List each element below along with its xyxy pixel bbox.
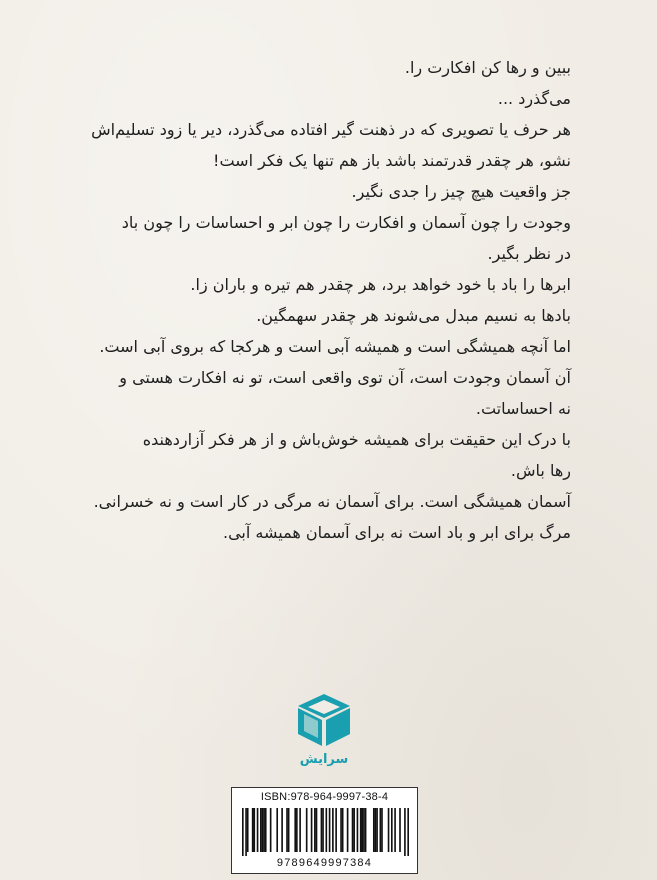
text-line: مرگ برای ابر و باد است نه برای آسمان همیشه آبی.	[223, 523, 571, 542]
barcode-bar	[276, 808, 278, 852]
barcode-bar	[245, 808, 247, 856]
barcode-bar	[404, 808, 406, 856]
barcode-bar	[373, 808, 375, 852]
barcode-bar	[352, 808, 354, 852]
barcode-digits: 9789649997384	[276, 857, 373, 869]
barcode-bar	[381, 808, 383, 852]
barcode-bar	[262, 808, 264, 852]
barcode-bar	[335, 808, 337, 852]
barcode-bar	[296, 808, 298, 852]
text-line: رها باش.	[510, 461, 571, 480]
barcode-bar	[316, 808, 318, 852]
barcode-bar	[265, 808, 267, 852]
barcode-bar	[314, 808, 316, 852]
barcode-bar	[375, 808, 377, 852]
barcode-bar	[407, 808, 409, 856]
barcode-bar	[247, 808, 249, 852]
barcode-bar	[253, 808, 255, 852]
barcode-bar	[242, 808, 244, 856]
barcode-bar	[260, 808, 262, 852]
barcode-bar	[288, 808, 290, 852]
barcode-bar	[340, 808, 342, 852]
barcode-bar	[362, 808, 364, 852]
barcode-bar	[326, 808, 328, 852]
barcode-bar	[357, 808, 359, 852]
text-line: نه احساساتت.	[475, 399, 571, 418]
barcode-bar	[257, 808, 259, 852]
barcode-bar	[399, 808, 401, 852]
text-line: بادها به نسیم مبدل می‌شوند هر چقدر سهمگین.	[256, 306, 571, 325]
barcode-bar	[347, 808, 349, 852]
barcode-bar	[281, 808, 283, 852]
text-line: آن آسمان وجودت است، آن توی واقعی است، تو نه افکارت هستی و	[119, 368, 571, 387]
text-line: جز واقعیت هیچ چیز را جدی نگیر.	[351, 182, 571, 201]
text-line: می‌گذرد ...	[497, 89, 571, 108]
publisher-logo	[292, 690, 356, 780]
text-line: هر حرف یا تصویری که در ذهنت گیر افتاده می‌گذرد، دیر یا زود تسلیم‌اش	[91, 120, 571, 139]
barcode-bar	[252, 808, 254, 852]
barcode-icon	[242, 808, 409, 856]
barcode-bar	[322, 808, 324, 852]
text-line: نشو، هر چقدر قدرتمند باشد باز هم تنها یک فکر است!	[213, 151, 571, 170]
barcode-bar	[321, 808, 323, 852]
back-cover-text	[71, 52, 571, 548]
barcode-sticker	[231, 787, 418, 874]
barcode-bar	[363, 808, 365, 852]
barcode-bar	[388, 808, 390, 852]
barcode-bar	[329, 808, 331, 852]
book-logo-icon	[292, 690, 356, 750]
isbn-label: ISBN:978-964-9997-38-4	[260, 791, 389, 803]
barcode-bar	[306, 808, 308, 852]
barcode-bar	[394, 808, 396, 852]
text-line: ببین و رها کن افکارت را.	[404, 58, 571, 77]
barcode-bar	[270, 808, 272, 852]
text-line: اما آنچه همیشگی است و همیشه آبی است و هرکجا که بروی آبی است.	[99, 337, 571, 356]
barcode-bar	[391, 808, 393, 852]
text-line: در نظر بگیر.	[487, 244, 571, 263]
text-line: ابرها را باد با خود خواهد برد، هر چقدر هم تیره و باران زا.	[190, 275, 571, 294]
barcode-bar	[286, 808, 288, 852]
barcode-bar	[299, 808, 301, 852]
barcode-bar	[380, 808, 382, 852]
barcode-bar	[311, 808, 313, 852]
barcode-bar	[294, 808, 296, 852]
publisher-name: سرایش	[299, 752, 349, 767]
barcode-bar	[353, 808, 355, 852]
barcode-bar	[342, 808, 344, 852]
text-line: وجودت را چون آسمان و افکارت را چون ابر و احساسات را چون باد	[121, 213, 571, 232]
barcode-bar	[263, 808, 265, 852]
barcode-bar	[376, 808, 378, 852]
barcode-bar	[360, 808, 362, 852]
text-line: آسمان همیشگی است. برای آسمان نه مرگی در کار است و نه خسرانی.	[93, 492, 571, 511]
barcode-bar	[365, 808, 367, 852]
barcode-bar	[332, 808, 334, 852]
text-line: با درک این حقیقت برای همیشه خوش‌باش و از هر فکر آزاردهنده	[142, 430, 571, 449]
